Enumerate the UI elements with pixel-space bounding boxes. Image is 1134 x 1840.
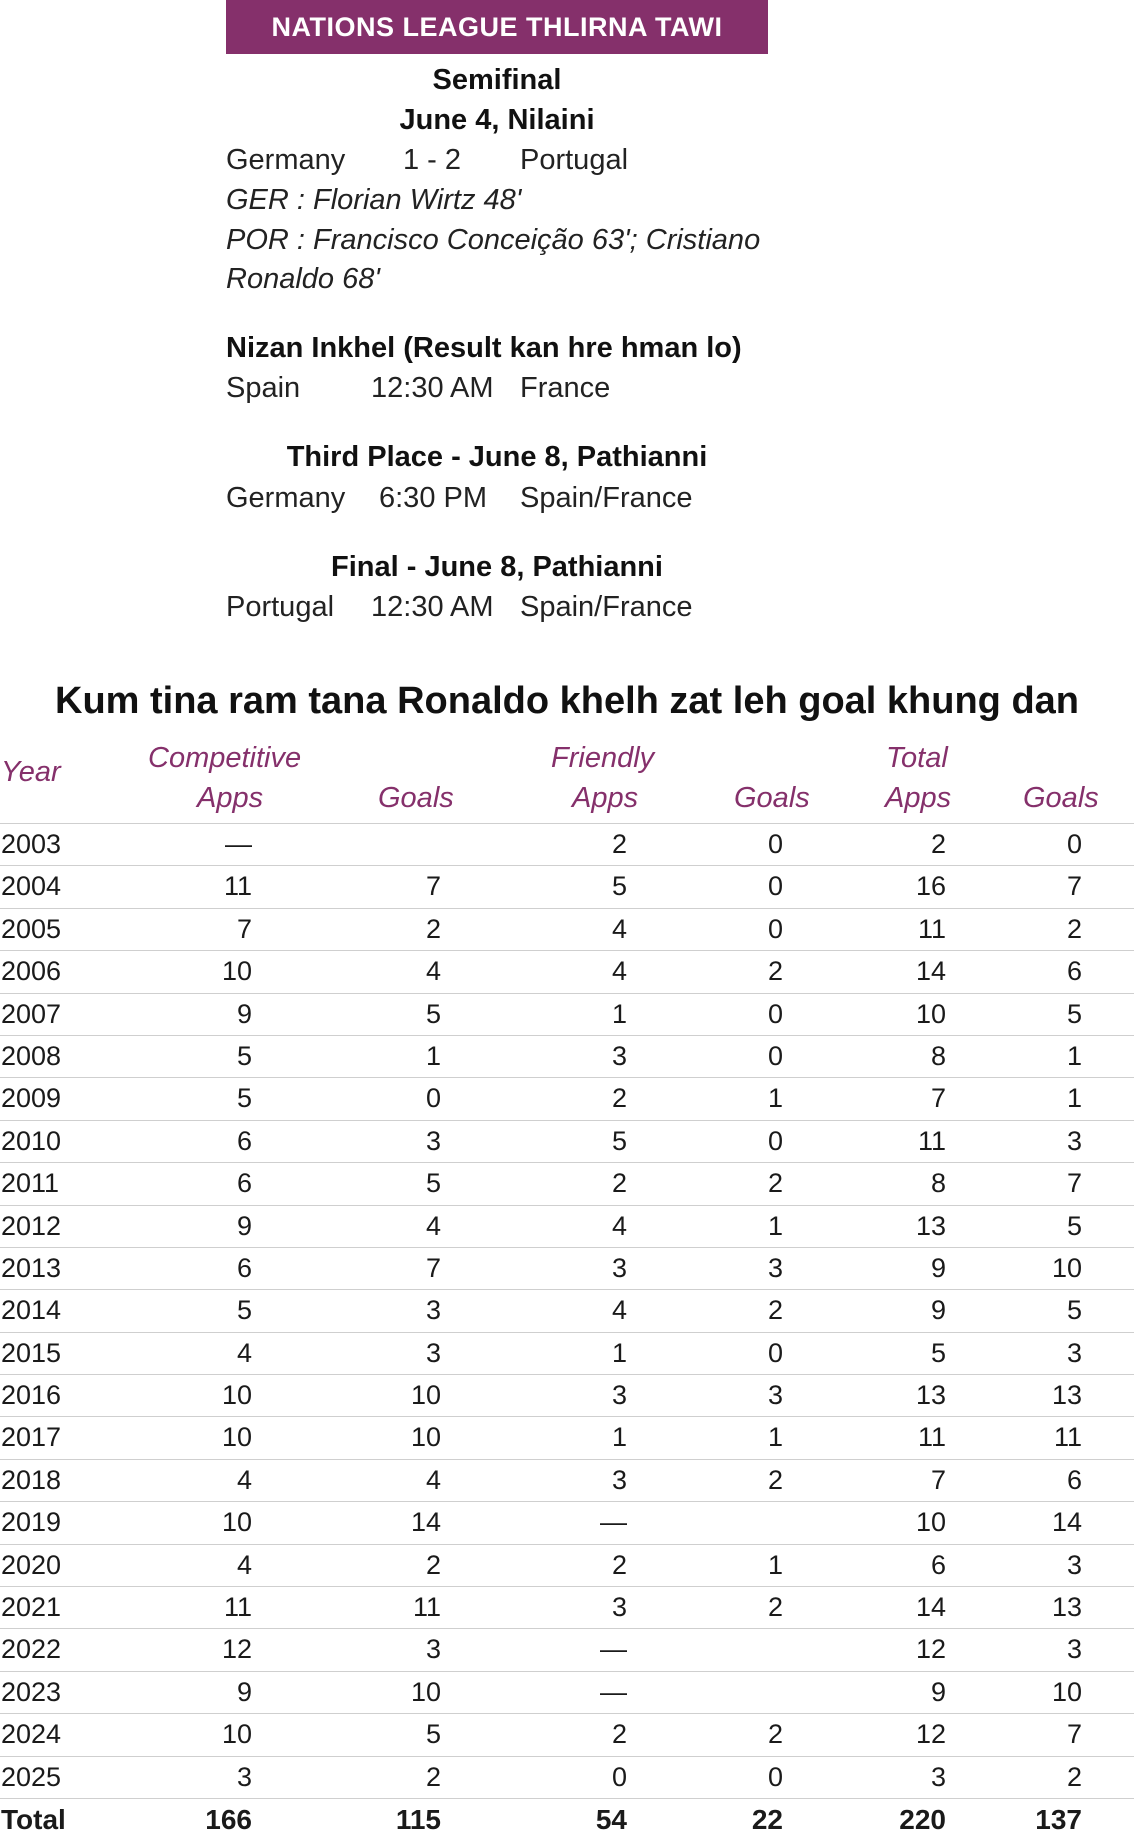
table-row [0,1333,1134,1375]
cell-total-goals: 137 [1035,1803,1082,1835]
cell-friendly-apps: 5 [611,1125,627,1156]
cell-total-goals: 3 [1066,1634,1082,1665]
cell-friendly-goals: 22 [751,1803,783,1835]
cell-friendly-goals: 2 [767,1719,783,1750]
cell-competitive-goals: 3 [425,1125,441,1156]
table-row [0,1078,1134,1120]
cell-total-apps: 2 [930,829,946,859]
cell-friendly-apps: 1 [611,998,627,1029]
table-row [0,1206,1134,1248]
third-place-home-team: Germany [226,482,346,514]
tonight-time: 12:30 AM [371,372,494,404]
cell-total-goals: 10 [1051,1676,1082,1707]
cell-friendly-goals: 0 [767,1337,783,1368]
cell-competitive-apps: 5 [236,1083,252,1114]
cell-total-goals: 5 [1066,998,1082,1029]
cell-total-apps: 11 [917,1422,946,1453]
cell-competitive-apps: 9 [236,1210,252,1241]
cell-competitive-goals: 5 [425,1719,441,1750]
cell-year: 2012 [1,1210,62,1241]
cell-year: 2005 [1,913,62,944]
cell-friendly-apps: 2 [611,1168,627,1199]
semifinal-score: 1 - 2 [403,144,462,176]
table-row [0,1121,1134,1163]
cell-competitive-goals: 11 [412,1592,441,1623]
final-home-team: Portugal [226,591,335,623]
header-friendly: Friendly [551,742,655,774]
cell-friendly-apps: 3 [611,1380,627,1411]
cell-total-goals: 5 [1066,1295,1082,1326]
cell-competitive-goals: 0 [425,1083,441,1114]
semifinal-heading: Semifinal [432,64,562,96]
cell-competitive-apps: 10 [221,1507,252,1538]
cell-friendly-apps: 0 [611,1761,627,1792]
cell-year: 2007 [1,998,62,1029]
cell-friendly-goals: 1 [767,1549,783,1580]
final-away-team: Spain/France [520,591,693,623]
cell-total-apps: 14 [915,956,946,987]
cell-total-goals: 13 [1051,1380,1082,1411]
cell-year: 2004 [1,871,62,902]
cell-total-apps: 14 [915,1592,946,1623]
cell-total-apps: 10 [915,998,946,1029]
cell-competitive-goals: 115 [395,1803,441,1835]
cell-year: 2011 [1,1168,60,1199]
cell-competitive-apps: 4 [236,1337,252,1368]
table-row [0,1545,1134,1587]
table-row [0,951,1134,993]
cell-friendly-apps: 4 [611,1295,627,1326]
cell-friendly-apps: 2 [611,1083,627,1114]
cell-friendly-goals: 1 [767,1422,783,1453]
cell-competitive-apps: 166 [205,1803,252,1835]
cell-friendly-apps: 4 [611,1210,627,1241]
cell-total-goals: 3 [1066,1337,1082,1368]
cell-total-apps: 220 [899,1803,946,1835]
cell-total-apps: 13 [915,1380,946,1411]
cell-year: 2016 [1,1380,62,1411]
cell-total-goals: 7 [1066,1168,1082,1199]
table-row [0,1163,1134,1205]
semifinal-scorers-ger: GER : Florian Wirtz 48' [226,184,522,216]
cell-competitive-goals: 1 [425,1040,441,1071]
cell-competitive-apps: 5 [236,1040,252,1071]
cell-friendly-apps: 5 [611,871,627,902]
cell-friendly-goals: 2 [767,1592,783,1623]
cell-friendly-apps: 2 [611,1549,627,1580]
table-total-row [0,1799,1134,1840]
cell-total-goals: 7 [1066,1719,1082,1750]
cell-total-goals: 2 [1066,1761,1082,1792]
cell-year: 2023 [1,1676,62,1707]
cell-competitive-apps: 12 [221,1634,252,1665]
table-row [0,1672,1134,1714]
cell-year: 2020 [1,1549,62,1580]
cell-total-goals: 7 [1066,871,1082,902]
cell-friendly-goals: 0 [767,871,783,902]
tonight-home-team: Spain [226,372,301,404]
cell-total-apps: 16 [915,871,946,902]
cell-total-apps: 9 [930,1676,946,1707]
cell-competitive-goals: 2 [425,1549,441,1580]
header-friendly-goals: Goals [734,782,810,814]
cell-friendly-apps: 4 [611,956,627,987]
cell-competitive-apps: 6 [236,1252,252,1283]
table-row [0,866,1134,908]
cell-friendly-apps: 1 [611,1337,627,1368]
cell-total-apps: 3 [930,1761,946,1792]
cell-year: Total [1,1803,66,1835]
cell-competitive-goals: 7 [425,1252,441,1283]
cell-friendly-goals: 2 [767,1295,783,1326]
cell-friendly-apps: — [600,1507,627,1538]
cell-total-apps: 9 [930,1252,946,1283]
cell-year: 2021 [1,1592,62,1623]
header-total: Total [886,742,948,774]
cell-year: 2010 [1,1125,62,1156]
cell-friendly-apps: 2 [611,1719,627,1750]
ronaldo-stats-table [0,824,1134,1840]
cell-friendly-apps: 3 [611,1464,627,1495]
cell-total-apps: 12 [915,1719,946,1750]
cell-total-goals: 1 [1066,1040,1082,1071]
cell-competitive-goals: 7 [425,871,441,902]
table-row [0,1417,1134,1459]
cell-year: 2017 [1,1422,62,1453]
nations-league-banner: NATIONS LEAGUE THLIRNA TAWI [226,0,768,54]
cell-total-apps: 8 [930,1168,946,1199]
cell-competitive-apps: 10 [221,956,252,987]
cell-total-goals: 10 [1051,1252,1082,1283]
cell-friendly-apps: 4 [611,913,627,944]
table-row [0,1502,1134,1544]
cell-friendly-goals: 0 [767,829,783,859]
cell-friendly-apps: 3 [611,1040,627,1071]
cell-friendly-apps: — [600,1634,627,1665]
ronaldo-table-title: Kum tina ram tana Ronaldo khelh zat leh goal khung dan [55,680,1079,722]
cell-competitive-apps: 6 [236,1125,252,1156]
cell-total-goals: 11 [1053,1422,1082,1453]
cell-total-goals: 1 [1066,1083,1082,1114]
cell-total-apps: 11 [917,913,946,944]
table-row [0,1587,1134,1629]
cell-total-goals: 3 [1066,1549,1082,1580]
cell-competitive-goals: 4 [425,1464,441,1495]
table-row [0,1757,1134,1799]
cell-competitive-goals: 2 [425,913,441,944]
cell-year: 2009 [1,1083,62,1114]
cell-total-apps: 7 [930,1464,946,1495]
cell-total-goals: 6 [1066,1464,1082,1495]
cell-friendly-apps: 3 [611,1252,627,1283]
header-total-apps: Apps [885,782,952,814]
cell-total-goals: 5 [1066,1210,1082,1241]
cell-year: 2003 [1,829,62,859]
cell-friendly-goals: 2 [767,1168,783,1199]
cell-total-goals: 13 [1051,1592,1082,1623]
header-year: Year [1,756,61,788]
semifinal-date: June 4, Nilaini [399,104,595,136]
cell-total-apps: 9 [930,1295,946,1326]
cell-competitive-goals: 4 [425,956,441,987]
table-row [0,1248,1134,1290]
cell-total-goals: 3 [1066,1125,1082,1156]
cell-year: 2019 [1,1507,62,1538]
table-row [0,994,1134,1036]
cell-total-goals: 2 [1066,913,1082,944]
cell-total-apps: 10 [915,1507,946,1538]
cell-friendly-goals: 3 [767,1380,783,1411]
cell-friendly-goals: 3 [767,1252,783,1283]
tonight-away-team: France [520,372,611,404]
cell-competitive-apps: 11 [223,871,252,902]
header-friendly-apps: Apps [572,782,639,814]
cell-friendly-goals: 2 [767,1464,783,1495]
cell-competitive-goals: 10 [410,1380,441,1411]
cell-total-apps: 7 [930,1083,946,1114]
cell-total-apps: 8 [930,1040,946,1071]
cell-total-apps: 12 [915,1634,946,1665]
cell-competitive-goals: 14 [410,1507,441,1538]
cell-total-apps: 6 [930,1549,946,1580]
cell-year: 2025 [1,1761,62,1792]
cell-friendly-goals: 0 [767,913,783,944]
cell-competitive-apps: 9 [236,998,252,1029]
cell-friendly-apps: 54 [595,1803,627,1835]
cell-total-apps: 13 [915,1210,946,1241]
cell-friendly-goals: 0 [767,1761,783,1792]
cell-competitive-goals: 10 [410,1422,441,1453]
cell-year: 2006 [1,956,62,987]
cell-year: 2008 [1,1040,62,1071]
third-place-heading: Third Place - June 8, Pathianni [286,441,708,473]
cell-friendly-goals: 0 [767,1125,783,1156]
cell-competitive-apps: 5 [236,1295,252,1326]
cell-competitive-apps: — [225,829,252,859]
cell-total-goals: 0 [1066,829,1082,859]
cell-total-apps: 5 [930,1337,946,1368]
cell-friendly-apps: 2 [611,829,627,859]
semifinal-away-team: Portugal [520,144,629,176]
cell-friendly-goals: 0 [767,1040,783,1071]
cell-competitive-apps: 10 [221,1380,252,1411]
cell-competitive-goals: 2 [425,1761,441,1792]
third-place-away-team: Spain/France [520,482,693,514]
cell-total-goals: 6 [1066,956,1082,987]
cell-competitive-goals: 3 [425,1634,441,1665]
table-row [0,824,1134,866]
cell-competitive-apps: 9 [236,1676,252,1707]
cell-friendly-apps: 1 [611,1422,627,1453]
cell-year: 2022 [1,1634,62,1665]
cell-competitive-apps: 3 [236,1761,252,1792]
cell-competitive-goals: 4 [425,1210,441,1241]
table-row [0,1290,1134,1332]
cell-competitive-apps: 10 [221,1422,252,1453]
header-total-goals: Goals [1023,782,1099,814]
table-row [0,1629,1134,1671]
table-row [0,1375,1134,1417]
header-competitive: Competitive [148,742,302,774]
cell-competitive-goals: 3 [425,1295,441,1326]
cell-year: 2018 [1,1464,62,1495]
cell-year: 2013 [1,1252,62,1283]
semifinal-home-team: Germany [226,144,346,176]
cell-competitive-apps: 6 [236,1168,252,1199]
header-competitive-goals: Goals [378,782,454,814]
cell-competitive-goals: 10 [410,1676,441,1707]
cell-friendly-goals: 2 [767,956,783,987]
cell-year: 2024 [1,1719,62,1750]
cell-friendly-goals: 1 [767,1083,783,1114]
cell-friendly-apps: — [600,1676,627,1707]
table-row [0,1036,1134,1078]
cell-competitive-apps: 4 [236,1464,252,1495]
cell-friendly-goals: 0 [767,998,783,1029]
third-place-time: 6:30 PM [379,482,487,514]
cell-friendly-apps: 3 [611,1592,627,1623]
cell-year: 2015 [1,1337,62,1368]
header-competitive-apps: Apps [197,782,264,814]
cell-friendly-goals: 1 [767,1210,783,1241]
table-row [0,1460,1134,1502]
cell-competitive-apps: 7 [236,913,252,944]
table-row [0,909,1134,951]
cell-total-apps: 11 [917,1125,946,1156]
cell-competitive-apps: 4 [236,1549,252,1580]
table-row [0,1714,1134,1756]
cell-total-goals: 14 [1051,1507,1082,1538]
final-heading: Final - June 8, Pathianni [331,551,663,583]
cell-competitive-apps: 10 [221,1719,252,1750]
tonight-heading: Nizan Inkhel (Result kan hre hman lo) [226,332,742,364]
semifinal-scorers-por: POR : Francisco Conceição 63'; Cristiano [226,224,761,256]
cell-year: 2014 [1,1295,62,1326]
cell-competitive-goals: 5 [425,1168,441,1199]
cell-competitive-goals: 5 [425,998,441,1029]
cell-competitive-goals: 3 [425,1337,441,1368]
semifinal-scorers-por-cont: Ronaldo 68' [226,263,380,295]
cell-competitive-apps: 11 [223,1592,252,1623]
final-time: 12:30 AM [371,591,494,623]
